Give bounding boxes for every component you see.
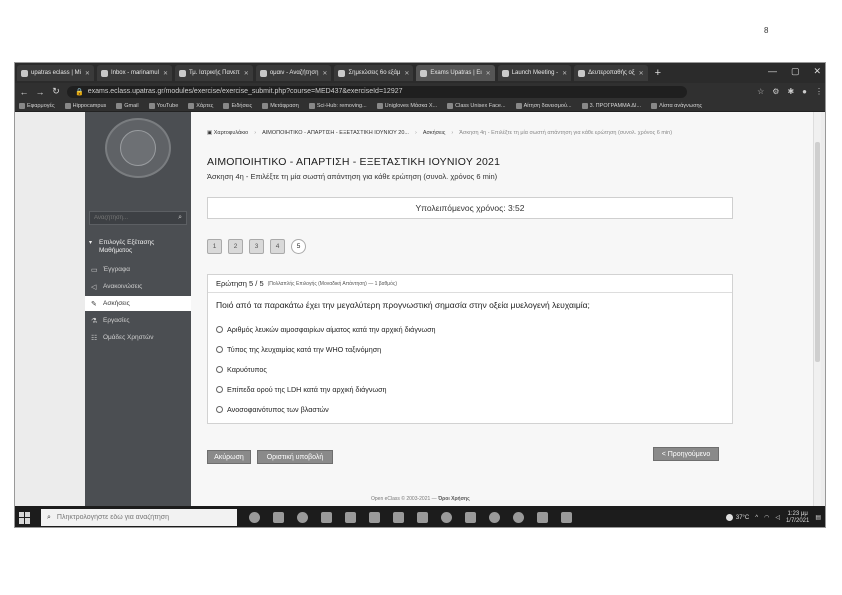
widgets-icon[interactable] [273,512,284,523]
favicon-icon [179,70,186,77]
file-explorer-icon[interactable] [321,512,332,523]
browser-tab[interactable] [498,65,571,81]
url-field[interactable] [67,86,687,98]
tab-label: Launch Meeting - [511,70,559,76]
close-icon[interactable]: ✕ [562,70,568,77]
temperature-text: 37°C [735,514,750,521]
tab-label: Exams Upatras | Ει [430,70,482,76]
mail-icon[interactable] [369,512,380,523]
taskbar [15,506,826,528]
sidebar-item-label: Ασκήσεις [103,300,130,307]
menu-icon[interactable]: ⋮ [815,87,823,96]
news-icon [223,103,229,109]
option-label: Καρυότυπος [227,364,267,374]
breadcrumb-section[interactable]: Ασκήσεις [422,130,446,136]
bookmark-icon [516,103,522,109]
reload-icon[interactable]: ↻ [52,86,60,96]
close-icon[interactable]: ✕ [243,70,249,77]
remaining-time: Υπολειπόμενος χρόνος: 3:52 [207,197,733,219]
sun-icon [726,514,733,521]
bookmark[interactable]: Μετάφραση [262,103,299,109]
translate-icon [262,103,268,109]
breadcrumb-separator: › [254,130,257,136]
tab-label: Δευτεροπαθής οξ [588,70,635,76]
browser-tab-active[interactable] [416,65,494,81]
tab-label: upatras eclass | Mi [31,70,81,76]
question-number: Ερώτηση 5 / 5 [216,279,264,288]
bookmark[interactable]: Εφαρμογές [19,103,55,109]
close-icon[interactable]: ✕ [404,70,410,77]
sidebar-item-label: Έγγραφα [103,266,131,273]
copyright-text: Open eClass © 2003-2021 — [371,496,437,502]
bookmark[interactable]: Χάρτες [188,103,213,109]
option-label: Τύπος της λευχαιμίας κατά την WHO ταξινόμηση [227,344,382,354]
option-label: Αριθμός λευκών αιμοσφαιρίων αίματος κατά την αρχική διάγνωση [227,324,436,334]
folder-icon: ▭ [91,266,98,274]
excel-icon[interactable] [537,512,548,523]
reading-list-icon [651,103,657,109]
close-icon[interactable]: ✕ [485,70,491,77]
university-logo [105,118,171,178]
sidebar-item-documents[interactable] [85,262,191,277]
browser-tab[interactable] [574,65,647,81]
bookmark[interactable]: Αίτηση δανεισμού... [516,103,572,109]
chevron-up-icon[interactable]: ^ [755,514,759,521]
favicon-icon [21,70,28,77]
answer-option[interactable] [216,399,436,419]
taskbar-search-input[interactable] [57,514,227,521]
question-header [208,275,732,293]
extension-icon[interactable]: ⚙ [772,87,780,96]
scrollbar-thumb[interactable] [815,142,820,362]
terms-link[interactable]: Όροι Χρήσης [438,496,470,502]
favicon-icon [260,70,267,77]
answer-option[interactable] [216,359,436,379]
sidebar-item-label: Ανακοινώσεις [103,283,143,290]
powerpoint-icon[interactable] [417,512,428,523]
bookmark-icon [65,103,71,109]
close-icon[interactable]: ✕ [322,70,328,77]
option-label: Ανοσοφαινότυπος των βλαστών [227,404,329,414]
favicon-icon [338,70,345,77]
browser-tab[interactable] [175,65,253,81]
teams-icon[interactable] [465,512,476,523]
new-tab-button[interactable]: + [654,67,662,79]
close-window-icon[interactable]: ✕ [813,66,821,76]
taskbar-apps [249,512,572,523]
cancel-button[interactable]: Ακύρωση [207,450,251,464]
bookmark[interactable]: Class Unisex Face... [447,103,505,109]
clock[interactable] [786,511,809,525]
word-icon[interactable] [393,512,404,523]
window-controls [768,66,821,77]
edit-icon: ✎ [91,300,97,308]
flask-icon: ⚗ [91,317,98,325]
previous-button[interactable]: < Προηγούμενο [653,447,719,461]
breadcrumb [207,130,672,136]
task-view-icon[interactable] [249,512,260,523]
screen [14,62,826,528]
question-meta: (Πολλαπλής Επιλογής (Μοναδική Απάντηση) — 1 βαθμός) [267,280,398,287]
bookmark[interactable]: YouTube [149,103,179,109]
spotify-icon[interactable] [513,512,524,523]
breadcrumb-separator: › [414,130,417,136]
browser-tab-strip [15,63,826,83]
edge-icon[interactable] [297,512,308,523]
question-text: Ποιό από τα παρακάτω έχει την μεγαλύτερη προγνωστική σημασία στην οξεία μυελογενή λευχαιμία; [216,300,590,310]
maps-icon [188,103,194,109]
volume-icon[interactable]: ◁ [775,515,780,521]
notifications-icon[interactable]: ▤ [815,515,821,521]
search-input[interactable] [94,215,178,221]
favicon-icon [420,70,427,77]
skype-icon[interactable] [441,512,452,523]
question-nav-current[interactable]: 5 [291,239,306,254]
radio-button[interactable] [216,326,223,333]
sidebar-item-label: Εργασίες [103,317,130,324]
sidebar-item-label: Ομάδες Χρηστών [103,334,154,341]
scrollbar[interactable] [813,112,821,506]
network-icon[interactable]: ◠ [764,515,770,521]
sidebar-section-header[interactable] [89,239,187,255]
page-title: ΑΙΜΟΠΟΙΗΤΙΚΟ - ΑΠΑΡΤΙΣΗ - ΕΞΕΤΑΣΤΙΚΗ ΙΟΥΝΙΟΥ 2021 [207,156,501,168]
question-nav-button[interactable]: 2 [228,239,243,254]
browser-tab[interactable] [256,65,332,81]
clock-date: 1/7/2021 [785,517,810,524]
sidebar [85,112,191,506]
bookmark[interactable]: Gmail [116,103,138,109]
seal-icon [120,130,156,166]
gmail-icon [116,103,122,109]
reading-list[interactable]: Λίστα ανάγνωσης [651,103,702,109]
minimize-icon[interactable]: — [767,66,777,76]
bookmark-icon [377,103,383,109]
users-icon: ☷ [91,334,98,342]
forward-arrow-icon[interactable]: → [35,86,45,97]
tab-label: Σημειώσεις 6ο εξάμ [348,70,401,76]
store-icon[interactable] [345,512,356,523]
briefcase-icon: ▣ [207,130,214,136]
apps-icon [19,103,25,109]
tab-label: ομαιν - Αναζήτηση [269,70,319,76]
breadcrumb-current: Άσκηση 4η - Επιλέξτε τη μία σωστή απάντηση για κάθε ερώτηση (συνολ. χρόνος 6 min) [459,130,673,136]
close-icon[interactable]: ✕ [162,70,169,77]
puzzle-icon[interactable]: ✱ [787,87,795,96]
radio-button[interactable] [216,386,223,393]
close-icon[interactable]: ✕ [84,70,90,77]
weather-widget[interactable] [726,514,749,521]
address-bar [15,83,826,100]
maximize-icon[interactable]: ▢ [790,66,800,76]
page-number: 8 [764,26,769,35]
answer-options [216,319,436,419]
sidebar-menu [85,262,191,347]
tab-label: Inbox - marinamul [110,70,159,76]
question-nav-button[interactable]: 1 [207,239,222,254]
browser-tab[interactable] [97,65,172,81]
taskbar-search [41,509,237,526]
sidebar-item-exercises[interactable] [85,296,191,311]
toolbar-icons [757,87,823,96]
bookmark[interactable]: Sci-Hub: removing... [309,103,367,109]
lock-icon: 🔒 [75,88,84,96]
url-text: exams.eclass.upatras.gr/modules/exercise/exercise_submit.php?course=MED437&exerciseId=12927 [87,88,403,95]
close-icon[interactable]: ✕ [638,70,644,77]
favicon-icon [578,70,585,77]
back-arrow-icon[interactable]: ← [19,86,29,97]
sidebar-item-assignments[interactable] [85,313,191,328]
windows-start-icon[interactable] [19,512,31,524]
radio-button[interactable] [216,346,223,353]
page-footer [371,496,470,502]
page-viewport [15,112,826,506]
answer-option[interactable] [216,379,436,399]
bookmark[interactable]: Hippocampus [65,103,107,109]
tab-label: Τμ. Ιατρικής Πανεπ [189,70,240,76]
megaphone-icon: ◁ [91,283,97,291]
bookmark-icon [309,103,315,109]
answer-option[interactable] [216,339,436,359]
profile-icon[interactable]: ● [802,87,807,96]
question-navigation [207,239,306,254]
favicon-icon [101,70,108,77]
search-icon[interactable]: ⌕ [178,214,182,221]
radio-button[interactable] [216,366,223,373]
breadcrumb-course[interactable]: ΑΙΜΟΠΟΙΗΤΙΚΟ - ΑΠΑΡΤΙΣΗ - ΕΞΕΤΑΣΤΙΚΗ ΙΟΥΝΙΟΥ 20... [262,130,409,136]
bookmark[interactable]: Unigloves Μάσκα Χ... [377,103,437,109]
star-icon[interactable]: ☆ [757,87,765,96]
clock-time: 1:23 μμ [787,510,808,517]
breadcrumb-separator: › [451,130,454,136]
system-tray [726,511,826,525]
question-nav-button[interactable]: 3 [249,239,264,254]
radio-button[interactable] [216,406,223,413]
question-panel [207,274,733,424]
sidebar-search [89,211,187,225]
breadcrumb-home[interactable]: ▣ Χαρτοφυλάκιο [207,130,249,136]
submit-button[interactable]: Οριστική υποβολή [257,450,333,464]
main-content [191,112,821,506]
exercise-subtitle: Άσκηση 4η - Επιλέξτε τη μία σωστή απάντηση για κάθε ερώτηση (συνολ. χρόνος 6 min) [207,172,498,181]
chevron-down-icon: ▾ [89,240,93,246]
bookmark-icon [582,103,588,109]
bookmark[interactable]: 3. ΠΡΟΓΡΑΜΜΑ ΔΙ... [582,103,642,109]
browser-tab[interactable] [17,65,94,81]
sidebar-item-announcements[interactable] [85,279,191,294]
bookmark-icon [447,103,453,109]
section-header-label: Επιλογές Εξέτασης Μαθήματος [99,239,155,254]
bookmark[interactable]: Ειδήσεις [223,103,252,109]
question-nav-button[interactable]: 4 [270,239,285,254]
sidebar-item-user-groups[interactable] [85,330,191,345]
option-label: Επίπεδα ορού της LDH κατά την αρχική διάγνωση [227,384,387,394]
chrome-icon[interactable] [489,512,500,523]
bookmarks-bar [15,100,826,112]
favicon-icon [502,70,509,77]
search-icon: ⌕ [47,513,51,521]
browser-tab[interactable] [334,65,413,81]
youtube-icon [149,103,155,109]
answer-option[interactable] [216,319,436,339]
zoom-icon[interactable] [561,512,572,523]
